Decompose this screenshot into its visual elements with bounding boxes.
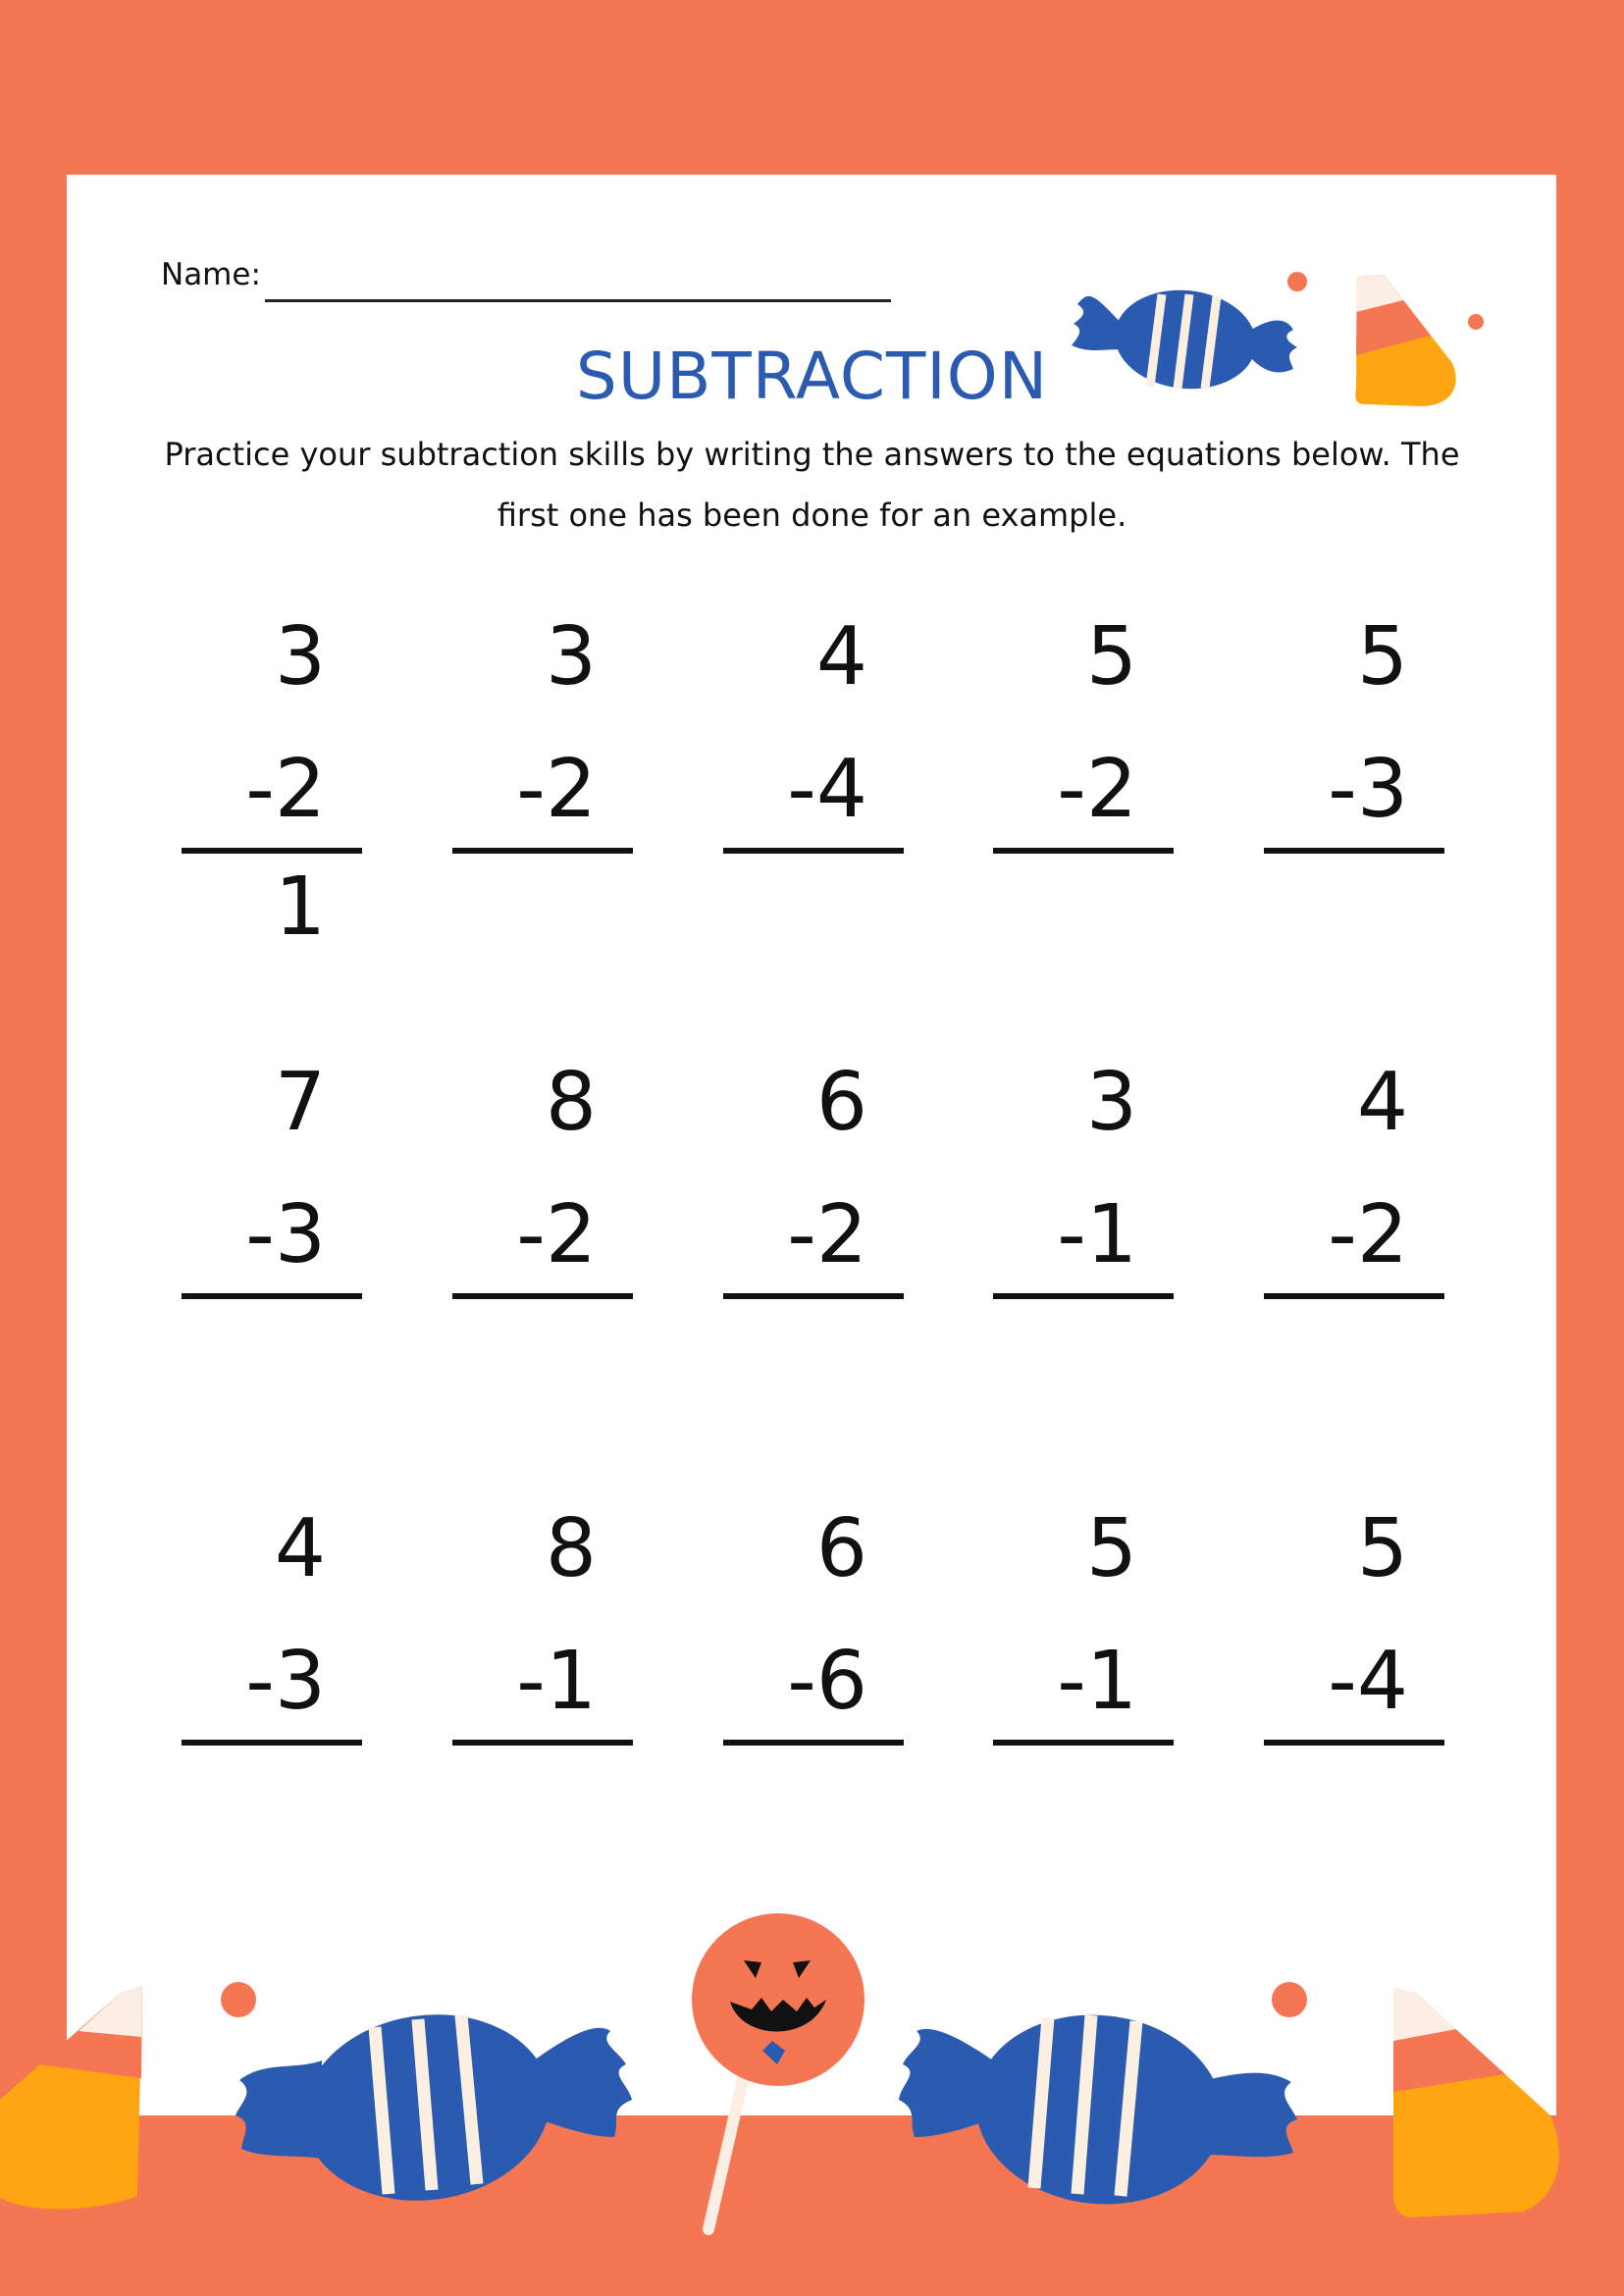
- answer-line[interactable]: [182, 1293, 362, 1299]
- minuend: 5: [1356, 1502, 1408, 1595]
- minuend: 6: [815, 1502, 867, 1595]
- problem-2: [452, 608, 633, 903]
- problem-4: [993, 608, 1174, 903]
- problem-8: [723, 1054, 904, 1348]
- problem-15: [1264, 1500, 1444, 1795]
- subtrahend: -1: [516, 1635, 597, 1728]
- problem-10: [1264, 1054, 1444, 1348]
- jack-o-lantern-lollipop-icon: [692, 1913, 864, 2229]
- candy-corn-icon: [0, 1986, 142, 2209]
- problem-5: [1264, 608, 1444, 903]
- wrapped-candy-icon: [899, 2003, 1297, 2216]
- problem-13: [723, 1500, 904, 1795]
- dot-icon: [221, 1982, 256, 2017]
- instructions-text: Practice your subtraction skills by writing the answers to the equations below. The first one has been done for an example.: [164, 436, 1460, 534]
- answer-line[interactable]: [723, 848, 904, 854]
- minuend: 5: [1356, 610, 1408, 704]
- subtrahend: -2: [1328, 1188, 1408, 1281]
- subtrahend: -1: [1057, 1188, 1137, 1281]
- subtrahend: -6: [787, 1635, 867, 1728]
- minuend: 3: [274, 610, 326, 704]
- subtrahend: -4: [787, 743, 867, 836]
- minuend: 8: [545, 1056, 597, 1149]
- problem-11: [182, 1500, 362, 1795]
- minuend: 4: [274, 1502, 326, 1595]
- problem-3: [723, 608, 904, 903]
- minuend: 7: [274, 1056, 326, 1149]
- minuend: 6: [815, 1056, 867, 1149]
- subtrahend: -2: [245, 743, 326, 836]
- wrapped-candy-icon: [236, 1999, 632, 2216]
- answer-line[interactable]: [452, 1740, 633, 1746]
- subtrahend: -2: [516, 743, 597, 836]
- subtrahend: -2: [1057, 743, 1137, 836]
- answer-line[interactable]: [182, 1740, 362, 1746]
- answer-line[interactable]: [452, 1293, 633, 1299]
- problem-1: [182, 608, 362, 954]
- answer: 1: [274, 861, 326, 954]
- subtrahend: -2: [516, 1188, 597, 1281]
- minuend: 5: [1085, 1502, 1137, 1595]
- answer-line[interactable]: [723, 1293, 904, 1299]
- subtrahend: -3: [245, 1188, 326, 1281]
- minuend: 5: [1085, 610, 1137, 704]
- name-label: Name:: [161, 257, 261, 292]
- minuend: 3: [545, 610, 597, 704]
- answer-line: [182, 848, 362, 854]
- name-line[interactable]: [265, 299, 891, 302]
- subtrahend: -4: [1328, 1635, 1408, 1728]
- dot-icon: [1468, 314, 1484, 330]
- answer-line[interactable]: [723, 1740, 904, 1746]
- answer-line[interactable]: [993, 1293, 1174, 1299]
- problem-14: [993, 1500, 1174, 1795]
- minuend: 4: [815, 610, 867, 704]
- minuend: 4: [1356, 1056, 1408, 1149]
- subtrahend: -1: [1057, 1635, 1137, 1728]
- dot-icon: [1287, 272, 1307, 291]
- answer-line[interactable]: [993, 1740, 1174, 1746]
- answer-line[interactable]: [1264, 1293, 1444, 1299]
- answer-line[interactable]: [452, 848, 633, 854]
- page-title: SUBTRACTION: [575, 339, 1049, 414]
- problem-9: [993, 1054, 1174, 1348]
- problem-12: [452, 1500, 633, 1795]
- candy-corn-icon: [1393, 1988, 1559, 2218]
- problem-6: [182, 1054, 362, 1348]
- subtrahend: -3: [245, 1635, 326, 1728]
- answer-line[interactable]: [1264, 1740, 1444, 1746]
- dot-icon: [1272, 1982, 1307, 2017]
- subtrahend: -2: [787, 1188, 867, 1281]
- answer-line[interactable]: [993, 848, 1174, 854]
- answer-line[interactable]: [1264, 848, 1444, 854]
- subtrahend: -3: [1328, 743, 1408, 836]
- problem-7: [452, 1054, 633, 1348]
- minuend: 8: [545, 1502, 597, 1595]
- minuend: 3: [1085, 1056, 1137, 1149]
